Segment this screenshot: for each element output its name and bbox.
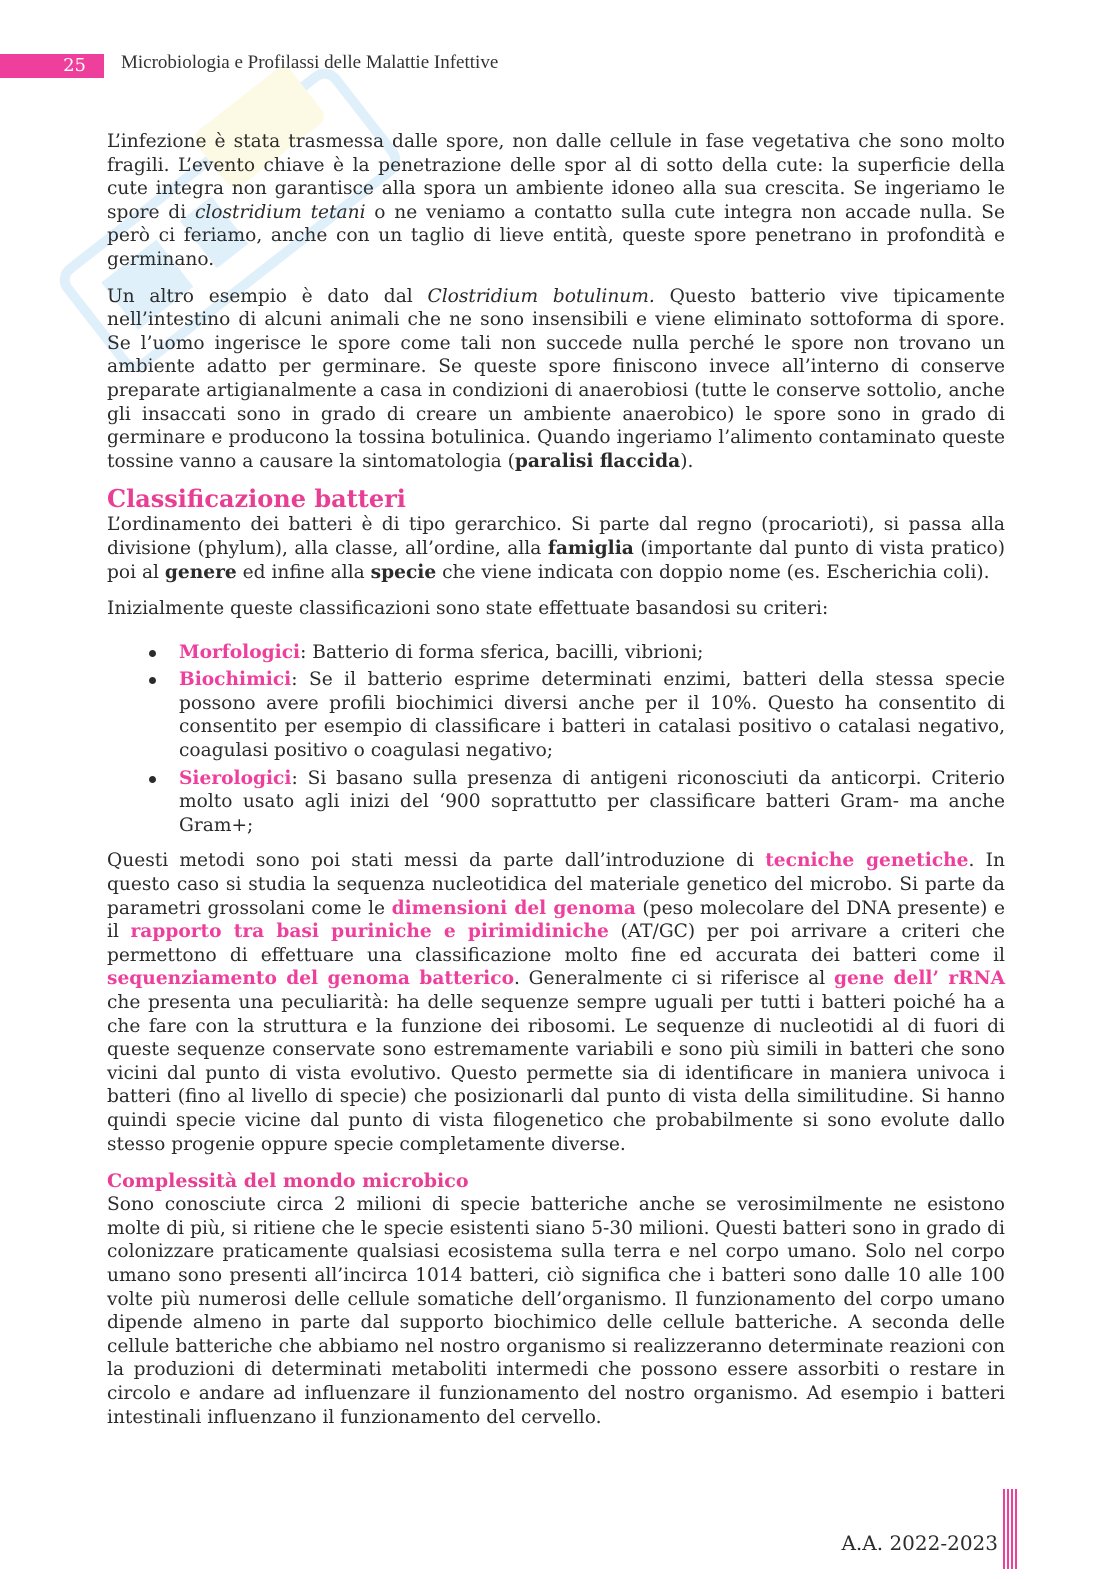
list-item: Biochimici: Se il batterio esprime determinati enzimi, batteri della stessa specie possono avere profili biochimici diversi anche per il 10%. Questo ha consentito di consentito per esempio di classificare i batteri in catalasi positivo o catalasi negativo, coagulasi positivo o coagulasi negativo; — [179, 669, 1005, 762]
list-item: Morfologici: Batterio di forma sferica, bacilli, vibrioni; — [179, 641, 1005, 665]
paragraph-tetano: L’infezione è stata trasmessa dalle spore, non dalle cellule in fase vegetativa che sono molto fragili. L’evento chiave è la penetrazione delle spor al di sotto della cute: la superficie della cute integra non garantisce alla spora un ambiente idoneo alla sua crescita. Se ingeriamo le spore di clostridium tetani o ne veniamo a contatto sulla cute integra non accade nulla. Se però ci feriamo, anche con un taglio di lieve entità, queste spore penetrano in profondità e germinano. — [107, 131, 1005, 270]
paragraph-botulino: Un altro esempio è dato dal Clostridium botulinum. Questo batterio vive tipicamente nell’intestino di alcuni animali che ne sono insensibili e viene eliminato sottoforma di spore. Se l’uomo ingerisce le spore come tali non succede nulla perché le spore non trovano un ambiente adatto per germinare. Se queste spore finiscono invece all’interno di conserve preparate artigianalmente a casa in condizioni di anaerobiosi (tutte le conserve sottolio, anche gli insaccati sono in grado di creare un ambiente anaerobico) le spore sono in grado di germinare e producono la tossina botulinica. Quando ingeriamo l’alimento contaminato queste tossine vanno a causare la sintomatologia (paralisi flaccida). — [107, 285, 1005, 472]
running-head-title: Microbiologia e Profilassi delle Malattie Infettive — [121, 52, 499, 73]
footer-decoration-icon — [1003, 1489, 1017, 1569]
heading-classificazione-batteri: Classificazione batteri — [107, 484, 406, 514]
heading-complessita-mondo-microbico: Complessità del mondo microbico — [107, 1170, 469, 1193]
page-content — [107, 130, 1005, 1442]
criteria-list — [107, 641, 1005, 838]
paragraph-criteri-intro: Inizialmente queste classificazioni sono state effettuate basandosi su criteri: — [107, 598, 829, 620]
paragraph-ordinamento: L’ordinamento dei batteri è di tipo gerarchico. Si parte dal regno (procarioti), si passa alla divisione (phylum), alla classe, all’ordine, alla famiglia (importante dal punto di vista pratico) poi al genere ed infine alla specie che viene indicata con doppio nome (es. Escherichia coli). — [107, 514, 1005, 583]
paragraph-tecniche-genetiche: Questi metodi sono poi stati messi da parte dall’introduzione di tecniche genetiche. In questo caso si studia la sequenza nucleotidica del materiale genetico del microbo. Si parte da parametri grossolani come le dimensioni del genoma (peso molecolare del DNA presente) e il rapporto tra basi puriniche e pirimidiniche (AT/GC) per poi arrivare a criteri che permettono di effettuare una classificazione molto fine ed accurata dei batteri come il sequenziamento del genoma batterico. Generalmente ci si riferisce al gene dell’ rRNA che presenta una peculiarità: ha delle sequenze sempre uguali per tutti i batteri poiché ha a che fare con la struttura e la funzione dei ribosomi. Le sequenze di nucleotidi al di fuori di queste sequenze conservate sono estremamente variabili e sono più simili in batteri che sono vicini dal punto di vista evolutivo. Questo permette sia di identificare in maniera univoca i batteri (fino al livello di specie) che posizionarli dal punto di vista della similitudine. Si hanno quindi specie vicine dal punto di vista filogenetico che probabilmente si sono evolute dallo stesso progenie oppure specie completamente diverse. — [107, 850, 1005, 1155]
page-number: 25 — [0, 54, 104, 78]
list-item: Sierologici: Si basano sulla presenza di antigeni riconosciuti da anticorpi. Criterio molto usato agli inizi del ‘900 soprattutto per classificare batteri Gram- ma anche Gram+; — [179, 767, 1005, 836]
paragraph-complessita: Sono conosciute circa 2 milioni di specie batteriche anche se verosimilmente ne esistono molte di più, si ritiene che le specie esistenti siano 5-30 milioni. Questi batteri sono in grado di colonizzare praticamente qualsiasi ecosistema sulla terra e nel corpo umano. Solo nel corpo umano sono presenti all’incirca 1014 batteri, ciò significa che i batteri sono dalle 10 alle 100 volte più numerosi delle cellule somatiche dell’organismo. Il funzionamento del corpo umano dipende almeno in parte dal supporto biochimico delle cellule batteriche. A seconda delle cellule batteriche che abbiamo nel nostro organismo si realizzeranno determinate reazioni con la produzioni di determinati metaboliti intermedi che possono essere assorbiti o restare in circolo e andare ad influenzare il funzionamento del nostro organismo. Ad esempio i batteri intestinali influenzano il funzionamento del cervello. — [107, 1194, 1005, 1428]
footer-academic-year: A.A. 2022-2023 — [841, 1531, 998, 1555]
